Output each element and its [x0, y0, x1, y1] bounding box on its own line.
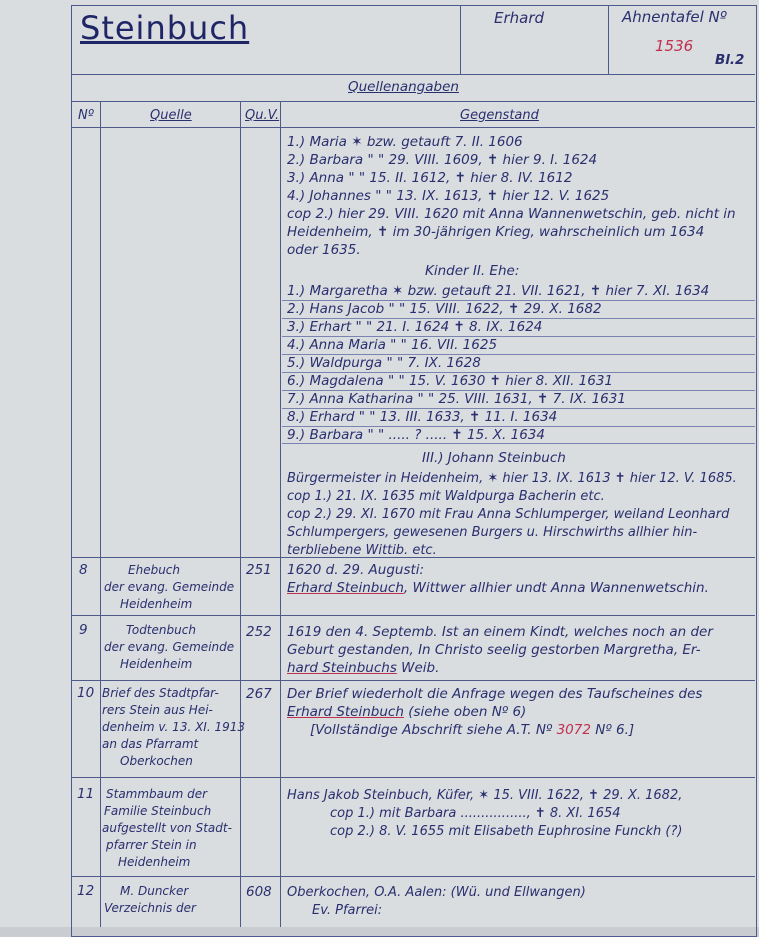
- reference-prefix: [Vollständige Abschrift siehe A.T. Nº: [310, 722, 557, 738]
- section-title: Quellenangaben: [348, 79, 459, 95]
- kind-line: [282, 443, 755, 444]
- person-name: Erhard Steinbuch: [287, 704, 404, 720]
- row-separator: [71, 557, 755, 558]
- top-line: 1.) Maria ✶ bzw. getauft 7. II. 1606: [287, 134, 523, 150]
- sheet-number: Bl.2: [715, 52, 745, 68]
- top-line: 2.) Barbara " " 29. VIII. 1609, ✝ hier 9. I. 1624: [287, 152, 598, 168]
- kinder-title: Kinder II. Ehe:: [425, 263, 520, 279]
- top-line: Heidenheim, ✝ im 30-jährigen Krieg, wahrscheinlich um 1634: [287, 224, 705, 240]
- row-text: Hans Jakob Steinbuch, Küfer, ✶ 15. VIII. 1622, ✝ 29. X. 1682,: [287, 788, 683, 803]
- johann-line: terbliebene Wittib. etc.: [287, 543, 437, 558]
- top-line: 4.) Johannes " " 13. IX. 1613, ✝ hier 12. V. 1625: [287, 188, 610, 204]
- top-line: cop 2.) hier 29. VIII. 1620 mit Anna Wannenwetschin, geb. nicht in: [287, 206, 736, 222]
- johann-line: cop 1.) 21. IX. 1635 mit Waldpurga Bacherin etc.: [287, 489, 605, 504]
- kind-entry: 8.) Erhard " " 13. III. 1633, ✝ 11. I. 1634: [287, 409, 558, 425]
- row-text: Geburt gestanden, In Christo seelig gestorben Margretha, Er-: [287, 642, 701, 658]
- kind-entry: 3.) Erhart " " 21. I. 1624 ✝ 8. IX. 1624: [287, 319, 543, 335]
- kind-entry: 1.) Margaretha ✶ bzw. getauft 21. VII. 1621, ✝ hier 7. XI. 1634: [287, 283, 710, 299]
- kind-entry: 9.) Barbara " " ..... ? ..... ✝ 15. X. 1634: [287, 427, 545, 443]
- row-text: [287, 704, 526, 721]
- row-separator: [71, 680, 755, 681]
- row-text: Oberkochen, O.A. Aalen: (Wü. und Ellwangen): [287, 885, 586, 900]
- kind-entry: 4.) Anna Maria " " 16. VII. 1625: [287, 337, 498, 353]
- col-line-qu: [280, 101, 281, 927]
- kind-entry: 6.) Magdalena " " 15. V. 1630 ✝ hier 8. XII. 1631: [287, 373, 614, 389]
- header-divider-given: [460, 5, 461, 75]
- row-text: [287, 660, 439, 677]
- top-line: oder 1635.: [287, 242, 361, 258]
- family-name: Steinbuch: [80, 9, 250, 47]
- table-number: 1536: [655, 37, 694, 55]
- row-text-rest: , Wittwer allhier undt Anna Wannenwetschin.: [403, 580, 709, 596]
- kind-entry: 5.) Waldpurga " " 7. IX. 1628: [287, 355, 481, 371]
- row-quelle: an das Pfarramt: [102, 737, 199, 751]
- col-header-line: [71, 127, 755, 128]
- johann-line: Schlumpergers, gewesenen Burgers u. Hirschwirths allhier hin-: [287, 525, 698, 540]
- row-quelle: pfarrer Stein in: [106, 838, 197, 852]
- row-text: 1619 den 4. Septemb. Ist an einem Kindt, welches noch an der: [287, 624, 713, 640]
- person-name: Erhard Steinbuch: [287, 580, 404, 596]
- row-separator: [71, 777, 755, 778]
- row-qu: 252: [246, 624, 272, 640]
- header-divider-table: [608, 5, 609, 75]
- row-nr: 10: [77, 685, 95, 701]
- top-line: 3.) Anna " " 15. II. 1612, ✝ hier 8. IV. 1612: [287, 170, 573, 186]
- header-bottom-line: [71, 74, 755, 75]
- row-quelle: Stammbaum der: [106, 787, 208, 801]
- col-header-nr: Nº: [78, 108, 94, 123]
- row-quelle: Heidenheim: [120, 657, 193, 671]
- reference-suffix: Nº 6.]: [590, 722, 635, 738]
- row-quelle: Brief des Stadtpfar-: [102, 686, 219, 700]
- col-line-nr: [100, 101, 101, 927]
- row-quelle: Heidenheim: [120, 597, 193, 611]
- row-separator: [71, 876, 755, 877]
- row-qu: 251: [246, 562, 272, 578]
- row-text: 1620 d. 29. Augusti:: [287, 562, 425, 578]
- given-name: Erhard: [494, 9, 545, 27]
- johann-title: III.) Johann Steinbuch: [422, 450, 566, 466]
- row-nr: 8: [79, 562, 88, 578]
- table-label: Ahnentafel Nº: [622, 8, 727, 26]
- row-quelle: der evang. Gemeinde: [104, 640, 235, 654]
- row-quelle: Todtenbuch: [126, 623, 196, 637]
- row-quelle: Heidenheim: [118, 855, 191, 869]
- row-nr: 12: [77, 883, 95, 899]
- johann-line: Bürgermeister in Heidenheim, ✶ hier 13. IX. 1613 ✝ hier 12. V. 1685.: [287, 471, 737, 486]
- row-nr: 9: [79, 622, 88, 638]
- col-line-quelle: [240, 101, 241, 927]
- row-text: [287, 580, 709, 597]
- kind-entry: 7.) Anna Katharina " " 25. VIII. 1631, ✝ 7. IX. 1631: [287, 391, 626, 407]
- row-text: Ev. Pfarrei:: [312, 903, 383, 918]
- row-quelle: Ehebuch: [128, 563, 180, 577]
- col-header-quelle: Quelle: [150, 108, 192, 123]
- row-text: cop 2.) 8. V. 1655 mit Elisabeth Euphrosine Funckh (?): [330, 824, 683, 839]
- johann-line: cop 2.) 29. XI. 1670 mit Frau Anna Schlumperger, weiland Leonhard: [287, 507, 730, 522]
- row-quelle: der evang. Gemeinde: [104, 580, 235, 594]
- row-qu: 608: [246, 884, 272, 900]
- row-separator: [71, 615, 755, 616]
- section-line: [71, 101, 755, 102]
- col-header-qu: Qu.V.: [245, 108, 280, 123]
- row-text: [310, 722, 634, 739]
- row-quelle: Familie Steinbuch: [104, 804, 212, 818]
- row-quelle: Verzeichnis der: [104, 901, 196, 915]
- row-quelle: aufgestellt von Stadt-: [102, 821, 232, 835]
- row-quelle: M. Duncker: [120, 884, 189, 898]
- person-name: hard Steinbuchs: [287, 660, 397, 676]
- row-nr: 11: [77, 786, 95, 802]
- reference-number: 3072: [556, 722, 591, 738]
- row-quelle: rers Stein aus Hei-: [102, 703, 213, 717]
- kind-entry: 2.) Hans Jacob " " 15. VIII. 1622, ✝ 29. X. 1682: [287, 301, 602, 317]
- row-text-rest: (siehe oben Nº 6): [403, 704, 527, 720]
- row-text: cop 1.) mit Barbara ................, ✝ 8. XI. 1654: [330, 806, 621, 821]
- col-header-gegenstand: Gegenstand: [460, 108, 539, 123]
- row-qu: 267: [246, 686, 272, 702]
- row-quelle: denheim v. 13. XI. 1913: [102, 720, 246, 734]
- row-text-rest: Weib.: [396, 660, 440, 676]
- row-quelle: Oberkochen: [120, 754, 193, 768]
- row-text: Der Brief wiederholt die Anfrage wegen des Taufscheines des: [287, 686, 703, 702]
